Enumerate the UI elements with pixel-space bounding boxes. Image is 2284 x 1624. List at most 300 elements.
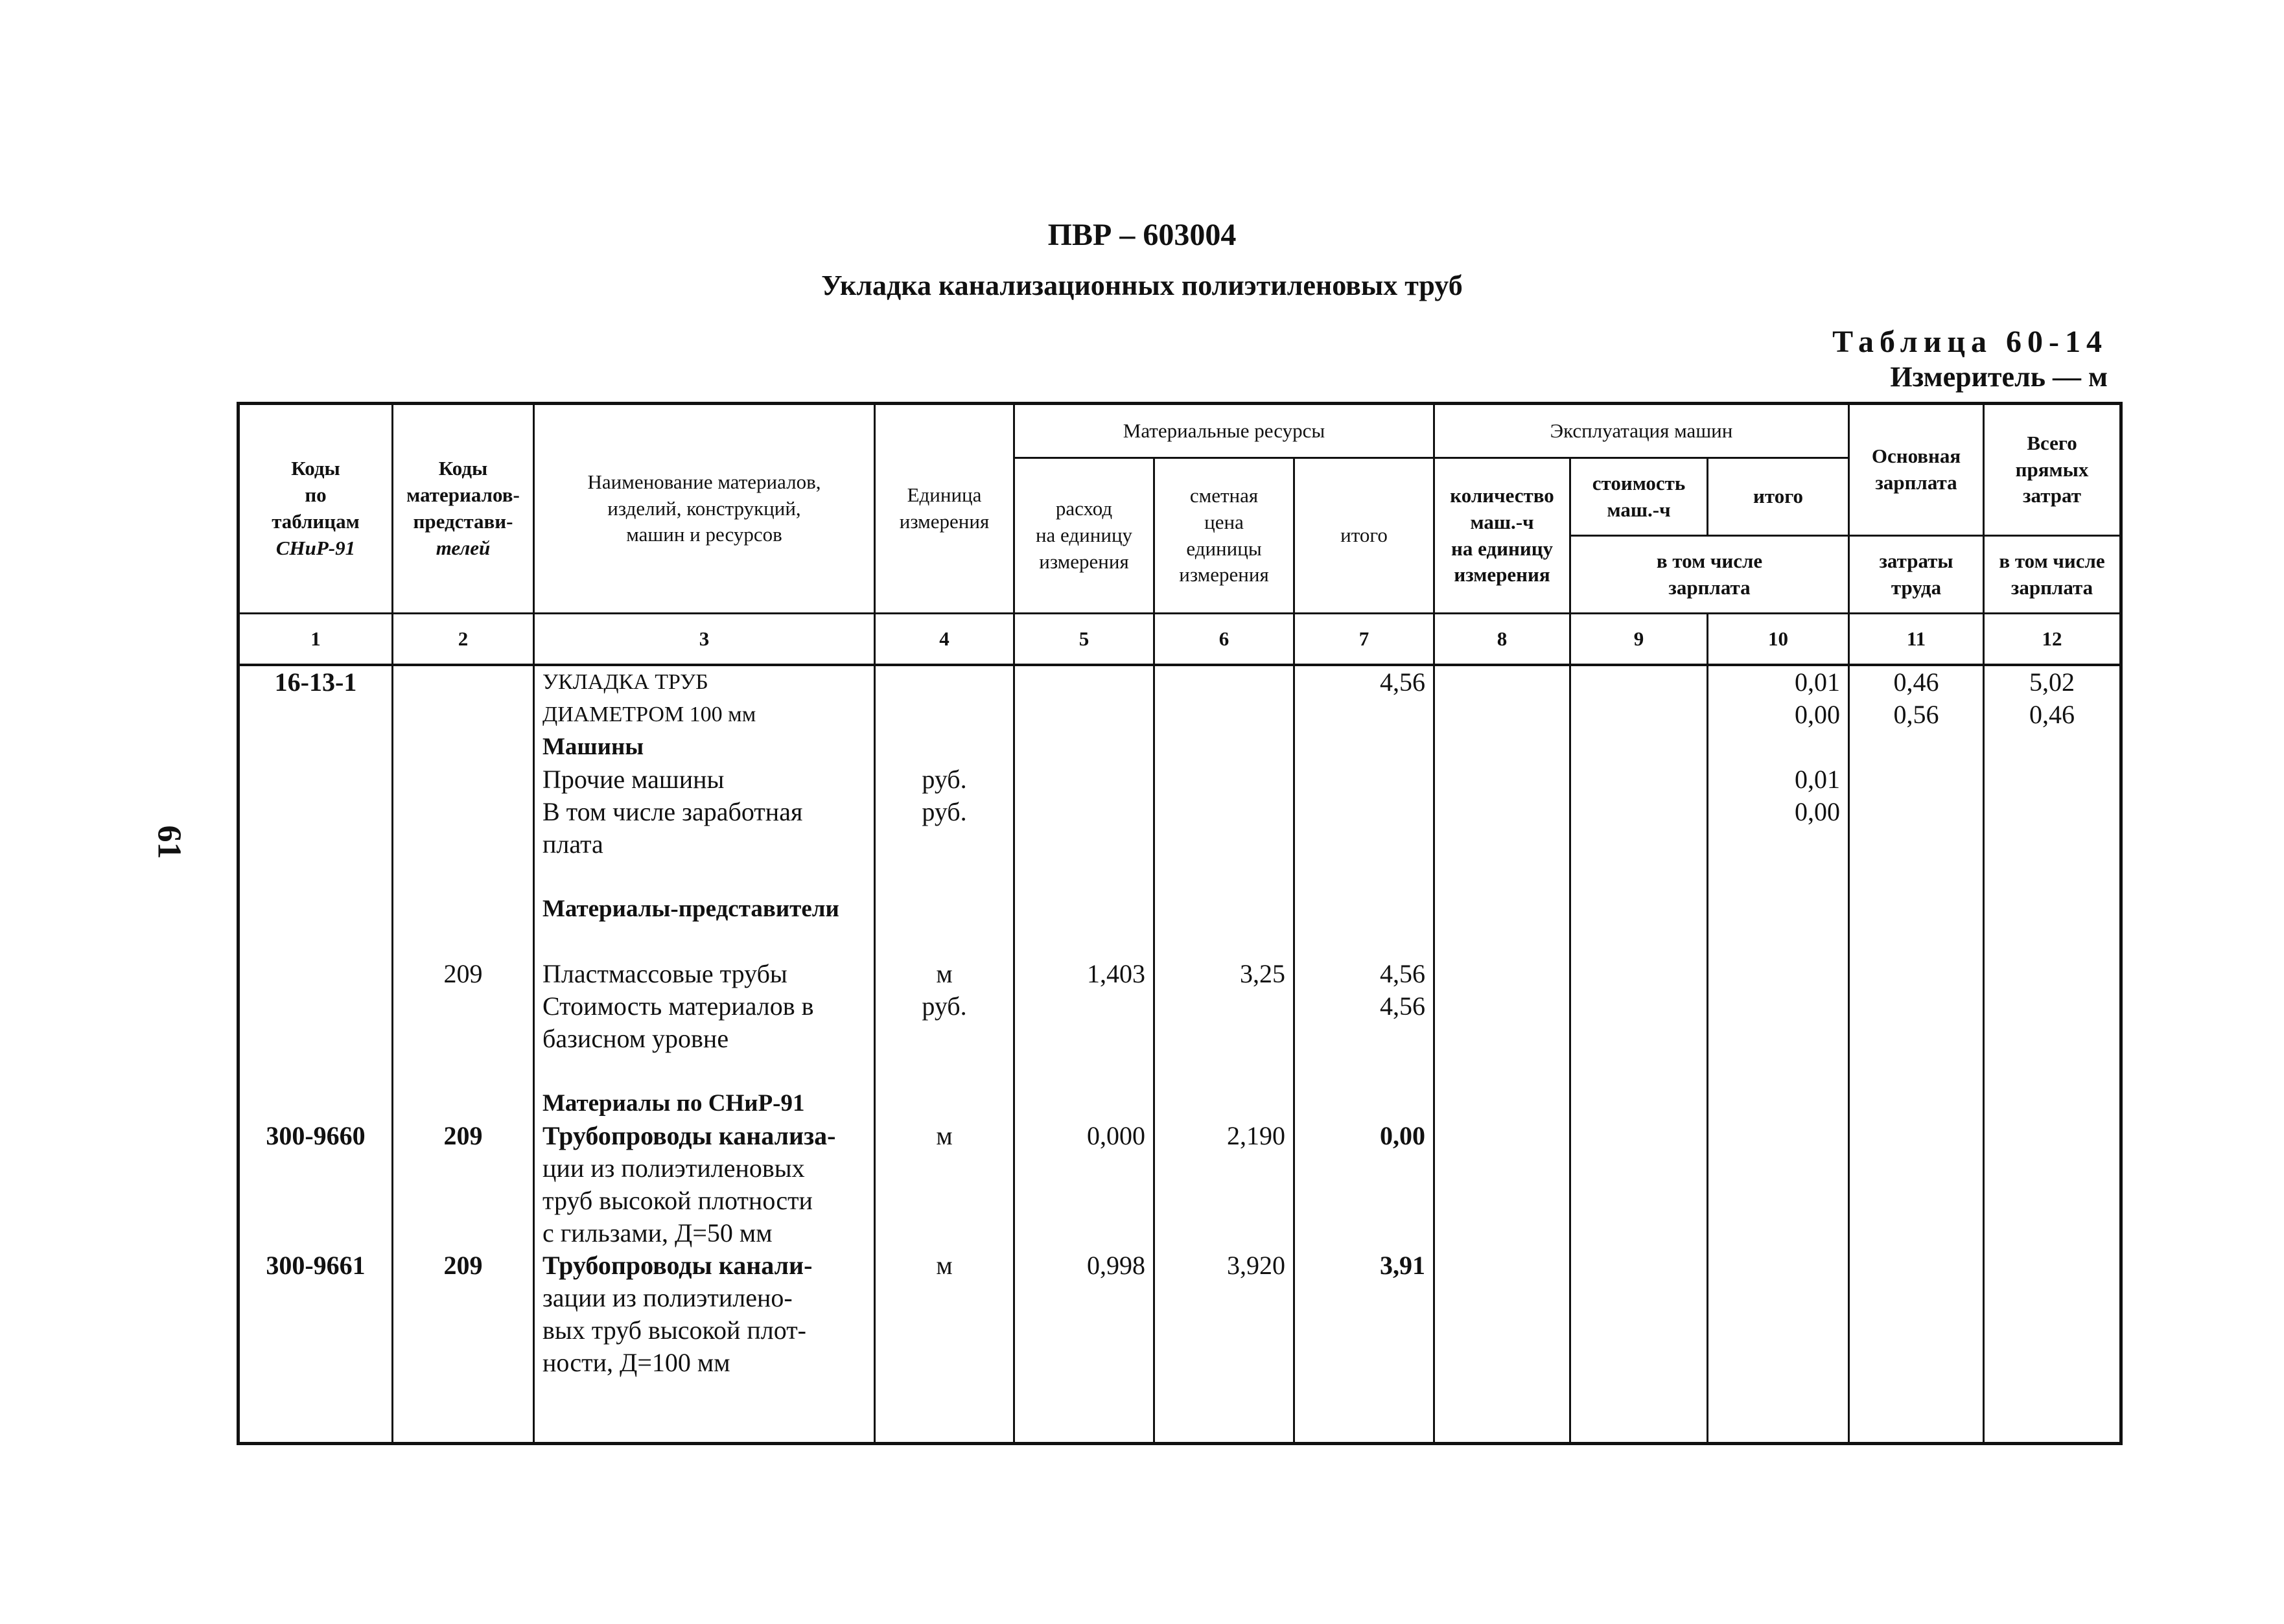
cell-col2-line-12 [401, 1055, 525, 1087]
cell-col12-line-12 [1992, 1055, 2112, 1087]
cell-col8-line-8 [1443, 925, 1561, 958]
cell-col8-line-10 [1443, 990, 1561, 1023]
cell-col5-line-15 [1023, 1152, 1145, 1185]
cell-col9-line-3 [1579, 763, 1699, 796]
cell-col8-line-2 [1443, 731, 1561, 763]
cell-col7-line-18: 3,91 [1380, 1251, 1426, 1280]
cell-col2-line-10 [401, 990, 525, 1023]
cell-col2-line-18: 209 [443, 1251, 483, 1280]
cell-col7-line-17 [1303, 1217, 1425, 1249]
cell-col3-line-13: Материалы по СНиР-91 [542, 1090, 805, 1117]
cell-col5-line-4 [1023, 796, 1145, 828]
cell-col1-line-2 [248, 731, 384, 763]
cell-col4-line-11 [883, 1023, 1005, 1055]
cell-col4-line-16 [883, 1185, 1005, 1217]
cell-col1-line-9 [248, 958, 384, 990]
cell-col4-line-7 [883, 893, 1005, 925]
cell-col6-line-15 [1163, 1152, 1285, 1185]
cell-col3-line-18: Трубопроводы канали- [542, 1251, 813, 1280]
cell-col5-line-2 [1023, 731, 1145, 763]
cell-col10-line-3: 0,01 [1795, 765, 1841, 794]
cell-col6-line-18: 3,920 [1227, 1251, 1285, 1280]
cell-col8-line-19 [1443, 1282, 1561, 1314]
header-col-5: расход на единицу измерения [1014, 458, 1154, 614]
cell-col5-line-9: 1,403 [1087, 959, 1145, 988]
cell-col2-line-8 [401, 925, 525, 958]
cell-col11-line-4 [1858, 796, 1975, 828]
cell-col3-line-10: Стоимость материалов в [542, 992, 814, 1021]
header-col-10: итого [1708, 458, 1849, 536]
cell-col6-line-19 [1163, 1282, 1285, 1314]
cell-col1-line-4 [248, 796, 384, 828]
cell-col4-line-21 [883, 1347, 1005, 1379]
cell-col7-line-16 [1303, 1185, 1425, 1217]
cell-col11-line-1: 0,56 [1893, 700, 1939, 729]
cell-col9-line-12 [1579, 1055, 1699, 1087]
cell-col10-line-4: 0,00 [1795, 797, 1841, 826]
header-col-4: Единица измерения [875, 404, 1014, 614]
cell-col2-line-20 [401, 1314, 525, 1347]
column-number: 5 [1014, 614, 1154, 666]
cell-col6-line-2 [1163, 731, 1285, 763]
cell-col7-line-6 [1303, 861, 1425, 893]
cell-col5-line-6 [1023, 861, 1145, 893]
cell-col10-line-20 [1716, 1314, 1840, 1347]
document-title: Укладка канализационных полиэтиленовых труб [821, 270, 1463, 301]
column-number: 3 [534, 614, 875, 666]
header-group-materials: Материальные ресурсы [1014, 404, 1434, 458]
body-col-11 [1849, 665, 1984, 1444]
cell-col7-line-1 [1303, 699, 1425, 731]
cell-col2-line-21 [401, 1347, 525, 1379]
cell-col7-line-8 [1303, 925, 1425, 958]
cell-col5-line-17 [1023, 1217, 1145, 1249]
cell-col12-line-16 [1992, 1185, 2112, 1217]
cell-col4-line-20 [883, 1314, 1005, 1347]
header-col-8: количество маш.-ч на единицу измерения [1434, 458, 1570, 614]
cell-col12-line-4 [1992, 796, 2112, 828]
cell-col11-line-21 [1858, 1347, 1975, 1379]
cell-col6-line-9: 3,25 [1240, 959, 1285, 988]
cell-col1-line-10 [248, 990, 384, 1023]
cell-col4-line-14: м [936, 1121, 953, 1150]
cell-col9-line-19 [1579, 1282, 1699, 1314]
cell-col10-line-1: 0,00 [1795, 700, 1841, 729]
cell-col6-line-3 [1163, 763, 1285, 796]
cell-col9-line-0 [1579, 666, 1699, 699]
cell-col8-line-13 [1443, 1087, 1561, 1120]
cell-col7-line-2 [1303, 731, 1425, 763]
cell-col6-line-17 [1163, 1217, 1285, 1249]
cell-col2-line-11 [401, 1023, 525, 1055]
cell-col12-line-1: 0,46 [2029, 700, 2075, 729]
cell-col1-line-21 [248, 1347, 384, 1379]
cell-col8-line-12 [1443, 1055, 1561, 1087]
cell-col10-line-13 [1716, 1087, 1840, 1120]
cell-col12-line-15 [1992, 1152, 2112, 1185]
cell-col7-line-15 [1303, 1152, 1425, 1185]
cell-col3-line-6 [542, 861, 866, 893]
cell-col10-line-7 [1716, 893, 1840, 925]
cell-col7-line-7 [1303, 893, 1425, 925]
cell-col12-line-6 [1992, 861, 2112, 893]
cell-col12-line-7 [1992, 893, 2112, 925]
cell-col3-line-3: Прочие машины [542, 765, 725, 794]
cell-col10-line-0: 0,01 [1795, 667, 1841, 697]
cell-col12-line-10 [1992, 990, 2112, 1023]
cell-col3-line-11: базисном уровне [542, 1024, 729, 1053]
body-col-10 [1708, 665, 1849, 1444]
cell-col1-line-19 [248, 1282, 384, 1314]
cell-col8-line-20 [1443, 1314, 1561, 1347]
cell-col8-line-16 [1443, 1185, 1561, 1217]
cell-col11-line-13 [1858, 1087, 1975, 1120]
cell-col6-line-16 [1163, 1185, 1285, 1217]
cell-col1-line-12 [248, 1055, 384, 1087]
cell-col5-line-19 [1023, 1282, 1145, 1314]
cell-col1-line-14: 300-9660 [266, 1121, 366, 1150]
cell-col1-line-13 [248, 1087, 384, 1120]
column-number: 8 [1434, 614, 1570, 666]
cell-col7-line-10: 4,56 [1380, 992, 1426, 1021]
cell-col10-line-12 [1716, 1055, 1840, 1087]
column-number: 11 [1849, 614, 1984, 666]
cell-col11-line-16 [1858, 1185, 1975, 1217]
cell-col3-line-15: ции из полиэтиленовых [542, 1154, 805, 1183]
cell-col3-line-9: Пластмассовые трубы [542, 959, 787, 988]
cell-col4-line-5 [883, 828, 1005, 861]
cell-col7-line-9: 4,56 [1380, 959, 1426, 988]
cell-col9-line-2 [1579, 731, 1699, 763]
cell-col4-line-12 [883, 1055, 1005, 1087]
cell-col3-line-4: В том числе заработная [542, 797, 803, 826]
cell-col1-line-7 [248, 893, 384, 925]
cell-col12-line-3 [1992, 763, 2112, 796]
cell-col7-line-21 [1303, 1347, 1425, 1379]
cell-col12-line-5 [1992, 828, 2112, 861]
cell-col4-line-8 [883, 925, 1005, 958]
cell-col8-line-15 [1443, 1152, 1561, 1185]
cell-col4-line-15 [883, 1152, 1005, 1185]
header-col-12: Всего прямых затрат [1984, 404, 2121, 536]
body-col-5 [1014, 665, 1154, 1444]
cell-col3-line-1: ДИАМЕТРОМ 100 мм [542, 702, 756, 726]
cell-col3-line-8 [542, 925, 866, 958]
cell-col9-line-16 [1579, 1185, 1699, 1217]
cell-col2-line-0 [401, 666, 525, 699]
cell-col4-line-18: м [936, 1251, 953, 1280]
cell-col6-line-1 [1163, 699, 1285, 731]
cell-col9-line-14 [1579, 1120, 1699, 1152]
cell-col1-line-20 [248, 1314, 384, 1347]
cell-col2-line-7 [401, 893, 525, 925]
cell-col10-line-16 [1716, 1185, 1840, 1217]
cell-col6-line-10 [1163, 990, 1285, 1023]
cell-col11-line-9 [1858, 958, 1975, 990]
cell-col2-line-14: 209 [443, 1121, 483, 1150]
cell-col9-line-5 [1579, 828, 1699, 861]
header-col-11: Основная зарплата [1849, 404, 1984, 536]
cell-col6-line-5 [1163, 828, 1285, 861]
column-number: 7 [1294, 614, 1434, 666]
cell-col12-line-11 [1992, 1023, 2112, 1055]
cell-col7-line-11 [1303, 1023, 1425, 1055]
body-col-2 [393, 665, 534, 1444]
page-number: 61 [150, 825, 188, 859]
cell-col4-line-1 [883, 699, 1005, 731]
body-col-8 [1434, 665, 1570, 1444]
cell-col4-line-9: м [936, 959, 953, 988]
cell-col2-line-1 [401, 699, 525, 731]
cell-col7-line-13 [1303, 1087, 1425, 1120]
cell-col11-line-15 [1858, 1152, 1975, 1185]
cell-col2-line-5 [401, 828, 525, 861]
cell-col10-line-6 [1716, 861, 1840, 893]
cell-col12-line-2 [1992, 731, 2112, 763]
cell-col1-line-8 [248, 925, 384, 958]
cell-col5-line-11 [1023, 1023, 1145, 1055]
column-number: 9 [1570, 614, 1708, 666]
cell-col7-line-3 [1303, 763, 1425, 796]
cell-col4-line-0 [883, 666, 1005, 699]
cell-col5-line-21 [1023, 1347, 1145, 1379]
cell-col5-line-13 [1023, 1087, 1145, 1120]
cell-col7-line-0: 4,56 [1380, 667, 1426, 697]
body-col-9 [1570, 665, 1708, 1444]
cell-col10-line-5 [1716, 828, 1840, 861]
cell-col3-line-21: ности, Д=100 мм [542, 1348, 730, 1377]
cell-col11-line-14 [1858, 1120, 1975, 1152]
column-number: 1 [239, 614, 393, 666]
column-number: 2 [393, 614, 534, 666]
cell-col12-line-8 [1992, 925, 2112, 958]
cell-col11-line-0: 0,46 [1893, 667, 1939, 697]
cell-col11-line-7 [1858, 893, 1975, 925]
cell-col11-line-2 [1858, 731, 1975, 763]
cell-col7-line-20 [1303, 1314, 1425, 1347]
cell-col5-line-14: 0,000 [1087, 1121, 1145, 1150]
cell-col5-line-8 [1023, 925, 1145, 958]
header-col-6: сметная цена единицы измерения [1154, 458, 1294, 614]
cell-col6-line-21 [1163, 1347, 1285, 1379]
cell-col9-line-21 [1579, 1347, 1699, 1379]
cell-col2-line-15 [401, 1152, 525, 1185]
column-number: 12 [1984, 614, 2121, 666]
cell-col3-line-5: плата [542, 829, 603, 859]
cell-col2-line-3 [401, 763, 525, 796]
cell-col8-line-3 [1443, 763, 1561, 796]
header-col-9: стоимость маш.-ч [1570, 458, 1708, 536]
cell-col5-line-20 [1023, 1314, 1145, 1347]
cell-col5-line-7 [1023, 893, 1145, 925]
cell-col1-line-5 [248, 828, 384, 861]
cell-col1-line-18: 300-9661 [266, 1251, 366, 1280]
body-col-12 [1984, 665, 2121, 1444]
cell-col3-line-2: Машины [542, 734, 644, 760]
header-group-machines: Эксплуатация машин [1434, 404, 1849, 458]
cell-col8-line-7 [1443, 893, 1561, 925]
cell-col11-line-19 [1858, 1282, 1975, 1314]
cell-col3-line-12 [542, 1055, 866, 1087]
header-col-1: Коды по таблицам СНиР-91 [239, 404, 393, 614]
cell-col8-line-14 [1443, 1120, 1561, 1152]
cell-col9-line-10 [1579, 990, 1699, 1023]
header-col-7: итого [1294, 458, 1434, 614]
table-number: Таблица 60-14 [1832, 325, 2108, 359]
cell-col1-line-11 [248, 1023, 384, 1055]
header-col-3: Наименование материалов, изделий, конструкций, машин и ресурсов [534, 404, 875, 614]
cell-col6-line-13 [1163, 1087, 1285, 1120]
cell-col11-line-8 [1858, 925, 1975, 958]
cell-col10-line-14 [1716, 1120, 1840, 1152]
cell-col10-line-8 [1716, 925, 1840, 958]
cell-col7-line-12 [1303, 1055, 1425, 1087]
cell-col6-line-6 [1163, 861, 1285, 893]
body-col-1 [239, 665, 393, 1444]
cell-col7-line-4 [1303, 796, 1425, 828]
header-col-2: Коды материалов- представи- телей [393, 404, 534, 614]
cell-col4-line-17 [883, 1217, 1005, 1249]
cell-col2-line-19 [401, 1282, 525, 1314]
column-number: 10 [1708, 614, 1849, 666]
cell-col9-line-6 [1579, 861, 1699, 893]
cell-col10-line-18 [1716, 1249, 1840, 1282]
body-col-6 [1154, 665, 1294, 1444]
cell-col6-line-7 [1163, 893, 1285, 925]
column-number: 6 [1154, 614, 1294, 666]
cell-col10-line-11 [1716, 1023, 1840, 1055]
cell-col8-line-21 [1443, 1347, 1561, 1379]
cell-col3-line-0: УКЛАДКА ТРУБ [542, 670, 708, 694]
cell-col6-line-14: 2,190 [1227, 1121, 1285, 1150]
cell-col10-line-15 [1716, 1152, 1840, 1185]
resource-table [237, 402, 2123, 1445]
cell-col8-line-0 [1443, 666, 1561, 699]
cell-col1-line-17 [248, 1217, 384, 1249]
cell-col6-line-0 [1163, 666, 1285, 699]
cell-col6-line-20 [1163, 1314, 1285, 1347]
cell-col12-line-21 [1992, 1347, 2112, 1379]
cell-col4-line-19 [883, 1282, 1005, 1314]
cell-col10-line-9 [1716, 958, 1840, 990]
cell-col1-line-6 [248, 861, 384, 893]
cell-col3-line-19: зации из полиэтилено- [542, 1283, 793, 1312]
cell-col8-line-6 [1443, 861, 1561, 893]
cell-col4-line-6 [883, 861, 1005, 893]
cell-col5-line-0 [1023, 666, 1145, 699]
cell-col8-line-5 [1443, 828, 1561, 861]
cell-col12-line-13 [1992, 1087, 2112, 1120]
cell-col4-line-10: руб. [922, 992, 967, 1021]
cell-col8-line-11 [1443, 1023, 1561, 1055]
body-col-4 [875, 665, 1014, 1444]
cell-col11-line-10 [1858, 990, 1975, 1023]
cell-col11-line-12 [1858, 1055, 1975, 1087]
cell-col11-line-3 [1858, 763, 1975, 796]
cell-col4-line-4: руб. [922, 797, 967, 826]
cell-col6-line-8 [1163, 925, 1285, 958]
measure-unit: Измеритель — м [1890, 361, 2108, 393]
cell-col9-line-13 [1579, 1087, 1699, 1120]
cell-col12-line-17 [1992, 1217, 2112, 1249]
body-col-7 [1294, 665, 1434, 1444]
cell-col4-line-3: руб. [922, 765, 967, 794]
cell-col9-line-18 [1579, 1249, 1699, 1282]
cell-col8-line-17 [1443, 1217, 1561, 1249]
cell-col10-line-19 [1716, 1282, 1840, 1314]
cell-col5-line-10 [1023, 990, 1145, 1023]
cell-col7-line-5 [1303, 828, 1425, 861]
cell-col10-line-21 [1716, 1347, 1840, 1379]
cell-col2-line-17 [401, 1217, 525, 1249]
cell-col4-line-13 [883, 1087, 1005, 1120]
header-col-12-sub: в том числе зарплата [1984, 536, 2121, 614]
cell-col3-line-20: вых труб высокой плот- [542, 1316, 806, 1345]
cell-col6-line-12 [1163, 1055, 1285, 1087]
cell-col5-line-5 [1023, 828, 1145, 861]
cell-col12-line-14 [1992, 1120, 2112, 1152]
cell-col8-line-1 [1443, 699, 1561, 731]
cell-col2-line-13 [401, 1087, 525, 1120]
cell-col11-line-5 [1858, 828, 1975, 861]
cell-col8-line-4 [1443, 796, 1561, 828]
cell-col9-line-20 [1579, 1314, 1699, 1347]
header-col-9-10-sub: в том числе зарплата [1570, 536, 1849, 614]
header-col-11-sub: затраты труда [1849, 536, 1984, 614]
cell-col12-line-20 [1992, 1314, 2112, 1347]
cell-col11-line-11 [1858, 1023, 1975, 1055]
cell-col9-line-9 [1579, 958, 1699, 990]
cell-col9-line-15 [1579, 1152, 1699, 1185]
cell-col8-line-9 [1443, 958, 1561, 990]
cell-col3-line-16: труб высокой плотности [542, 1186, 813, 1215]
column-number: 4 [875, 614, 1014, 666]
cell-col5-line-18: 0,998 [1087, 1251, 1145, 1280]
cell-col9-line-17 [1579, 1217, 1699, 1249]
cell-col12-line-19 [1992, 1282, 2112, 1314]
cell-col10-line-17 [1716, 1217, 1840, 1249]
cell-col5-line-1 [1023, 699, 1145, 731]
cell-col1-line-3 [248, 763, 384, 796]
cell-col11-line-6 [1858, 861, 1975, 893]
cell-col5-line-16 [1023, 1185, 1145, 1217]
body-col-3 [534, 665, 875, 1444]
cell-col7-line-19 [1303, 1282, 1425, 1314]
cell-col12-line-9 [1992, 958, 2112, 990]
cell-col1-line-16 [248, 1185, 384, 1217]
cell-col2-line-6 [401, 861, 525, 893]
cell-col5-line-12 [1023, 1055, 1145, 1087]
cell-col10-line-2 [1716, 731, 1840, 763]
cell-col8-line-18 [1443, 1249, 1561, 1282]
cell-col9-line-11 [1579, 1023, 1699, 1055]
cell-col12-line-18 [1992, 1249, 2112, 1282]
cell-col1-line-0: 16-13-1 [274, 667, 357, 697]
cell-col10-line-10 [1716, 990, 1840, 1023]
cell-col2-line-16 [401, 1185, 525, 1217]
cell-col6-line-4 [1163, 796, 1285, 828]
cell-col6-line-11 [1163, 1023, 1285, 1055]
cell-col7-line-14: 0,00 [1380, 1121, 1426, 1150]
cell-col9-line-1 [1579, 699, 1699, 731]
cell-col9-line-8 [1579, 925, 1699, 958]
cell-col9-line-7 [1579, 893, 1699, 925]
cell-col2-line-9: 209 [443, 959, 483, 988]
cell-col1-line-1 [248, 699, 384, 731]
cell-col9-line-4 [1579, 796, 1699, 828]
cell-col11-line-17 [1858, 1217, 1975, 1249]
cell-col1-line-15 [248, 1152, 384, 1185]
